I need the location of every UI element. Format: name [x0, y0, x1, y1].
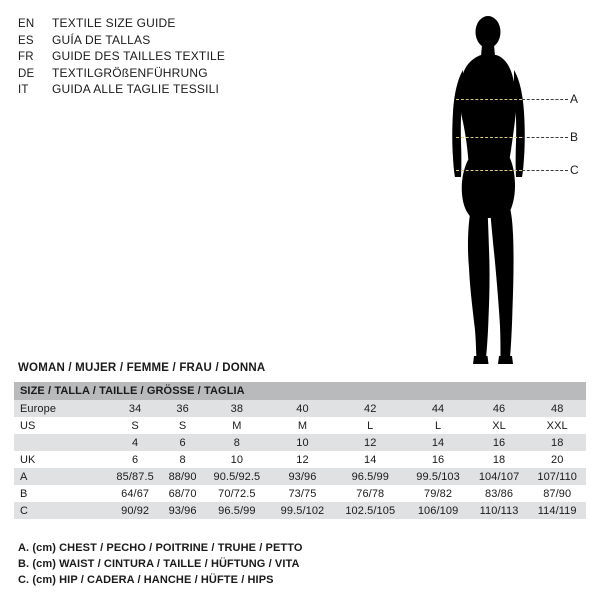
language-code: IT — [18, 84, 29, 96]
measure-leader-c — [522, 170, 568, 171]
language-text: TEXTILE SIZE GUIDE — [52, 16, 176, 30]
cell: 12 — [271, 451, 334, 468]
cell: 42 — [334, 400, 406, 417]
cell: 10 — [203, 451, 271, 468]
language-row — [18, 82, 348, 99]
language-row — [18, 16, 348, 33]
measure-line-waist-body — [456, 137, 522, 138]
table-header-row — [14, 382, 586, 400]
cell: 107/110 — [528, 468, 586, 485]
cell: 68/70 — [162, 485, 203, 502]
row-label: Europe — [14, 400, 108, 417]
cell: XXL — [528, 417, 586, 434]
cell: 6 — [108, 451, 162, 468]
measure-line-chest-body — [456, 99, 522, 100]
table-row — [14, 434, 586, 451]
language-text: GUIDE DES TAILLES TEXTILE — [52, 49, 226, 63]
cell: 96.5/99 — [203, 502, 271, 519]
cell: 40 — [271, 400, 334, 417]
language-code: DE — [18, 67, 35, 80]
row-label: B — [14, 485, 108, 502]
cell: 8 — [162, 451, 203, 468]
row-label: UK — [14, 451, 108, 468]
cell: 90.5/92.5 — [203, 468, 271, 485]
cell: 90/92 — [108, 502, 162, 519]
cell: 34 — [108, 400, 162, 417]
cell: 18 — [528, 434, 586, 451]
cell: S — [108, 417, 162, 434]
cell: 6 — [162, 434, 203, 451]
cell: 110/113 — [470, 502, 529, 519]
measure-leader-a — [522, 99, 568, 100]
cell: 83/86 — [470, 485, 529, 502]
female-silhouette-icon — [430, 10, 590, 370]
cell: 14 — [406, 434, 469, 451]
cell: 14 — [334, 451, 406, 468]
cell: S — [162, 417, 203, 434]
language-row — [18, 33, 348, 50]
cell: 99.5/103 — [406, 468, 469, 485]
measurement-legend — [18, 542, 578, 590]
cell: 99.5/102 — [271, 502, 334, 519]
cell: 10 — [271, 434, 334, 451]
cell: 114/119 — [528, 502, 586, 519]
size-table — [14, 382, 586, 519]
table-row — [14, 468, 586, 485]
row-label: A — [14, 468, 108, 485]
language-list — [18, 16, 348, 99]
measure-leader-b — [522, 137, 568, 138]
cell: 93/96 — [162, 502, 203, 519]
row-label — [14, 434, 108, 451]
cell: 64/67 — [108, 485, 162, 502]
table-row — [14, 451, 586, 468]
language-code: ES — [18, 34, 34, 47]
table-row — [14, 502, 586, 519]
female-body-figure — [430, 10, 590, 370]
table-row — [14, 485, 586, 502]
cell: 85/87.5 — [108, 468, 162, 485]
cell: 16 — [470, 434, 529, 451]
cell: 4 — [108, 434, 162, 451]
cell: 73/75 — [271, 485, 334, 502]
language-row — [18, 66, 348, 83]
legend-row-c: C. (cm) HIP / CADERA / HANCHE / HÜFTE / HIPS — [18, 574, 274, 586]
cell: 8 — [203, 434, 271, 451]
section-title: WOMAN / MUJER / FEMME / FRAU / DONNA — [18, 362, 266, 374]
cell: 36 — [162, 400, 203, 417]
cell: 16 — [406, 451, 469, 468]
cell: M — [271, 417, 334, 434]
cell: 106/109 — [406, 502, 469, 519]
table-row — [14, 400, 586, 417]
cell: L — [334, 417, 406, 434]
cell: 102.5/105 — [334, 502, 406, 519]
cell: M — [203, 417, 271, 434]
measure-label-c: C — [570, 163, 579, 177]
language-text: GUIDA ALLE TAGLIE TESSILI — [52, 82, 220, 96]
cell: 104/107 — [470, 468, 529, 485]
language-code: EN — [18, 18, 35, 30]
language-text: TEXTILGRÖßENFÜHRUNG — [52, 65, 208, 80]
language-code: FR — [18, 51, 34, 63]
row-label: C — [14, 502, 108, 519]
measure-label-a: A — [570, 92, 579, 106]
measure-label-b: B — [570, 130, 579, 144]
cell: 20 — [528, 451, 586, 468]
row-label: US — [14, 417, 108, 434]
cell: 79/82 — [406, 485, 469, 502]
cell: L — [406, 417, 469, 434]
measure-line-hip-body — [456, 170, 522, 171]
cell: 38 — [203, 400, 271, 417]
cell: 12 — [334, 434, 406, 451]
table-header-label: SIZE / TALLA / TAILLE / GRÖSSE / TAGLIA — [14, 382, 586, 400]
cell: 93/96 — [271, 468, 334, 485]
cell: 70/72.5 — [203, 485, 271, 502]
cell: 76/78 — [334, 485, 406, 502]
cell: XL — [470, 417, 529, 434]
cell: 88/90 — [162, 468, 203, 485]
language-row — [18, 49, 348, 66]
table-row — [14, 417, 586, 434]
legend-row-a: A. (cm) CHEST / PECHO / POITRINE / TRUHE / PETTO — [18, 542, 303, 554]
cell: 18 — [470, 451, 529, 468]
cell: 96.5/99 — [334, 468, 406, 485]
language-text: GUÍA DE TALLAS — [52, 32, 151, 47]
cell: 46 — [470, 400, 529, 417]
cell: 44 — [406, 400, 469, 417]
cell: 87/90 — [528, 485, 586, 502]
cell: 48 — [528, 400, 586, 417]
legend-row-b: B. (cm) WAIST / CINTURA / TAILLE / HÜFTUNG / VITA — [18, 558, 300, 570]
